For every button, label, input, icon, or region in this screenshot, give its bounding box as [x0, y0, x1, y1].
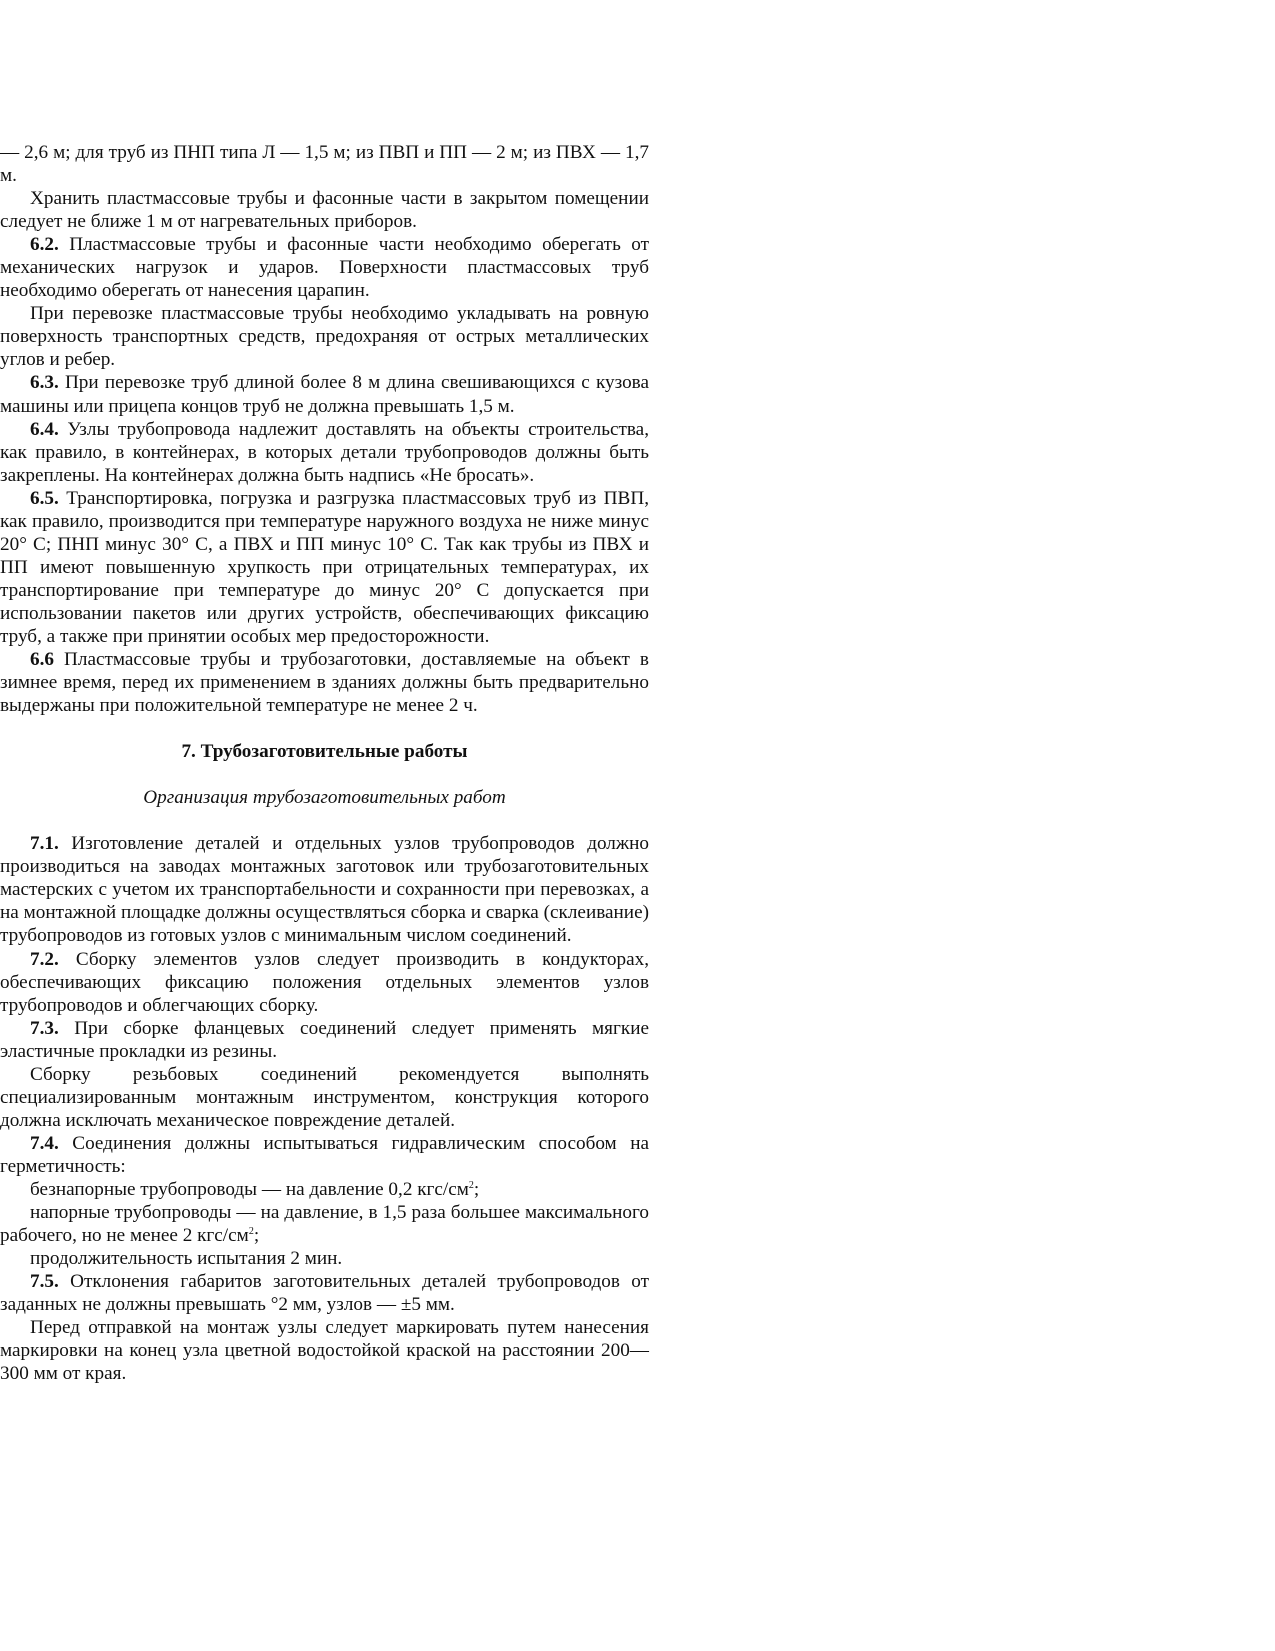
- clause-text: Отклонения габаритов заготовительных деталей трубопроводов от заданных не должны превышать °2 мм, узлов — ±5 мм.: [0, 1271, 649, 1316]
- clause-number: 7.2.: [30, 948, 59, 970]
- paragraph-storage-heaters: Хранить пластмассовые трубы и фасонные части в закрытом помещении следует не ближе 1 м от нагревательных приборов.: [0, 188, 649, 233]
- clause-number: 7.1.: [30, 833, 59, 855]
- document-page: [0, 141, 649, 1385]
- section-subheading: Организация трубозаготовительных работ: [143, 787, 506, 809]
- clause-number: 6.5.: [30, 487, 59, 509]
- paragraph-7-4: [0, 1132, 649, 1178]
- clause-text: При сборке фланцевых соединений следует применять мягкие эластичные прокладки из резины.: [0, 1017, 649, 1062]
- list-text: напорные трубопроводы — на давление, в 1,5 раза большее максимального рабочего, но не менее 2 кгс/см: [0, 1202, 649, 1247]
- list-text: безнапорные трубопроводы — на давление 0,2 кгс/см: [30, 1178, 469, 1200]
- clause-number: 7.4.: [30, 1132, 59, 1154]
- paragraph-transport-surface: При перевозке пластмассовые трубы необходимо укладывать на ровную поверхность транспортных средств, предохраняя от острых металлических углов и ребер.: [0, 303, 649, 371]
- paragraph-7-3: [0, 1017, 649, 1063]
- clause-text: Транспортировка, погрузка и разгрузка пластмассовых труб из ПВП, как правило, производится при температуре наружного воздуха не ниже минус 20° С; ПНП минус 30° С, а ПВХ и ПП минус 10° С. Так как трубы из ПВХ и ПП имеют повышенную хрупкость при отрицательных температурах, их транспортирование при температуре до минус 20° С допускается при использовании пакетов или других устройств, обеспечивающих фиксацию труб, а также при принятии особых мер предосторожности.: [0, 487, 649, 647]
- clause-number: 7.3.: [30, 1017, 59, 1039]
- paragraph-6-6: [0, 648, 649, 717]
- list-text-end: ;: [473, 1178, 480, 1200]
- paragraph-pressure-pipes: [0, 1201, 649, 1247]
- clause-text: Изготовление деталей и отдельных узлов трубопроводов должно производиться на заводах монтажных заготовок или трубозаготовительных мастерских с учетом их транспортабельности и сохранности при перевозках, а на монтажной площадке должны осуществляться сборка и сварка (склеивание) трубопроводов из готовых узлов с минимальным числом соединений.: [0, 833, 649, 947]
- clause-number: 7.5.: [30, 1271, 59, 1293]
- list-text-end: ;: [253, 1225, 260, 1247]
- section-heading: 7. Трубозаготовительные работы: [181, 741, 468, 763]
- paragraph-storage-distances: — 2,6 м; для труб из ПНП типа Л — 1,5 м; из ПВП и ПП — 2 м; из ПВХ — 1,7 м.: [0, 142, 649, 187]
- clause-number: 6.6: [30, 649, 54, 671]
- clause-text: При перевозке труб длиной более 8 м длина свешивающихся с кузова машины или прицепа концов труб не должна превышать 1,5 м.: [0, 372, 649, 417]
- clause-text: Пластмассовые трубы и трубозаготовки, доставляемые на объект в зимнее время, перед их применением в зданиях должны быть предварительно выдержаны при положительной температуре не менее 2 ч.: [0, 649, 649, 717]
- paragraph-7-5: [0, 1270, 649, 1316]
- paragraph-marking: Перед отправкой на монтаж узлы следует маркировать путем нанесения маркировки на конец узла цветной водостойкой краской на расстоянии 200—300 мм от края.: [0, 1317, 649, 1385]
- paragraph-7-2: [0, 948, 649, 1017]
- clause-text: Соединения должны испытываться гидравлическим способом на герметичность:: [0, 1132, 649, 1177]
- paragraph-6-4: [0, 418, 649, 487]
- paragraph-7-1: [0, 832, 649, 947]
- clause-text: Узлы трубопровода надлежит доставлять на объекты строительства, как правило, в контейнерах, в которых детали трубопроводов должны быть закреплены. На контейнерах должна быть надпись «Не бросать».: [0, 418, 649, 486]
- clause-number: 6.3.: [30, 372, 59, 394]
- superscript: 2: [468, 1179, 474, 1191]
- paragraph-gravity-pipes: [0, 1178, 649, 1201]
- clause-number: 6.2.: [30, 234, 59, 256]
- superscript: 2: [248, 1226, 254, 1238]
- paragraph-6-3: [0, 371, 649, 417]
- paragraph-6-2: [0, 233, 649, 302]
- clause-text: Пластмассовые трубы и фасонные части необходимо оберегать от механических нагрузок и ударов. Поверхности пластмассовых труб необходимо оберегать от нанесения царапин.: [0, 234, 649, 302]
- clause-number: 6.4.: [30, 418, 59, 440]
- clause-text: Сборку элементов узлов следует производить в кондукторах, обеспечивающих фиксацию положения отдельных элементов узлов трубопроводов и облегчающих сборку.: [0, 948, 649, 1016]
- paragraph-threaded-joints: Сборку резьбовых соединений рекомендуется выполнять специализированным монтажным инструментом, конструкция которого должна исключать механическое повреждение деталей.: [0, 1063, 649, 1131]
- paragraph-test-duration: продолжительность испытания 2 мин.: [30, 1248, 343, 1270]
- paragraph-6-5: [0, 487, 649, 648]
